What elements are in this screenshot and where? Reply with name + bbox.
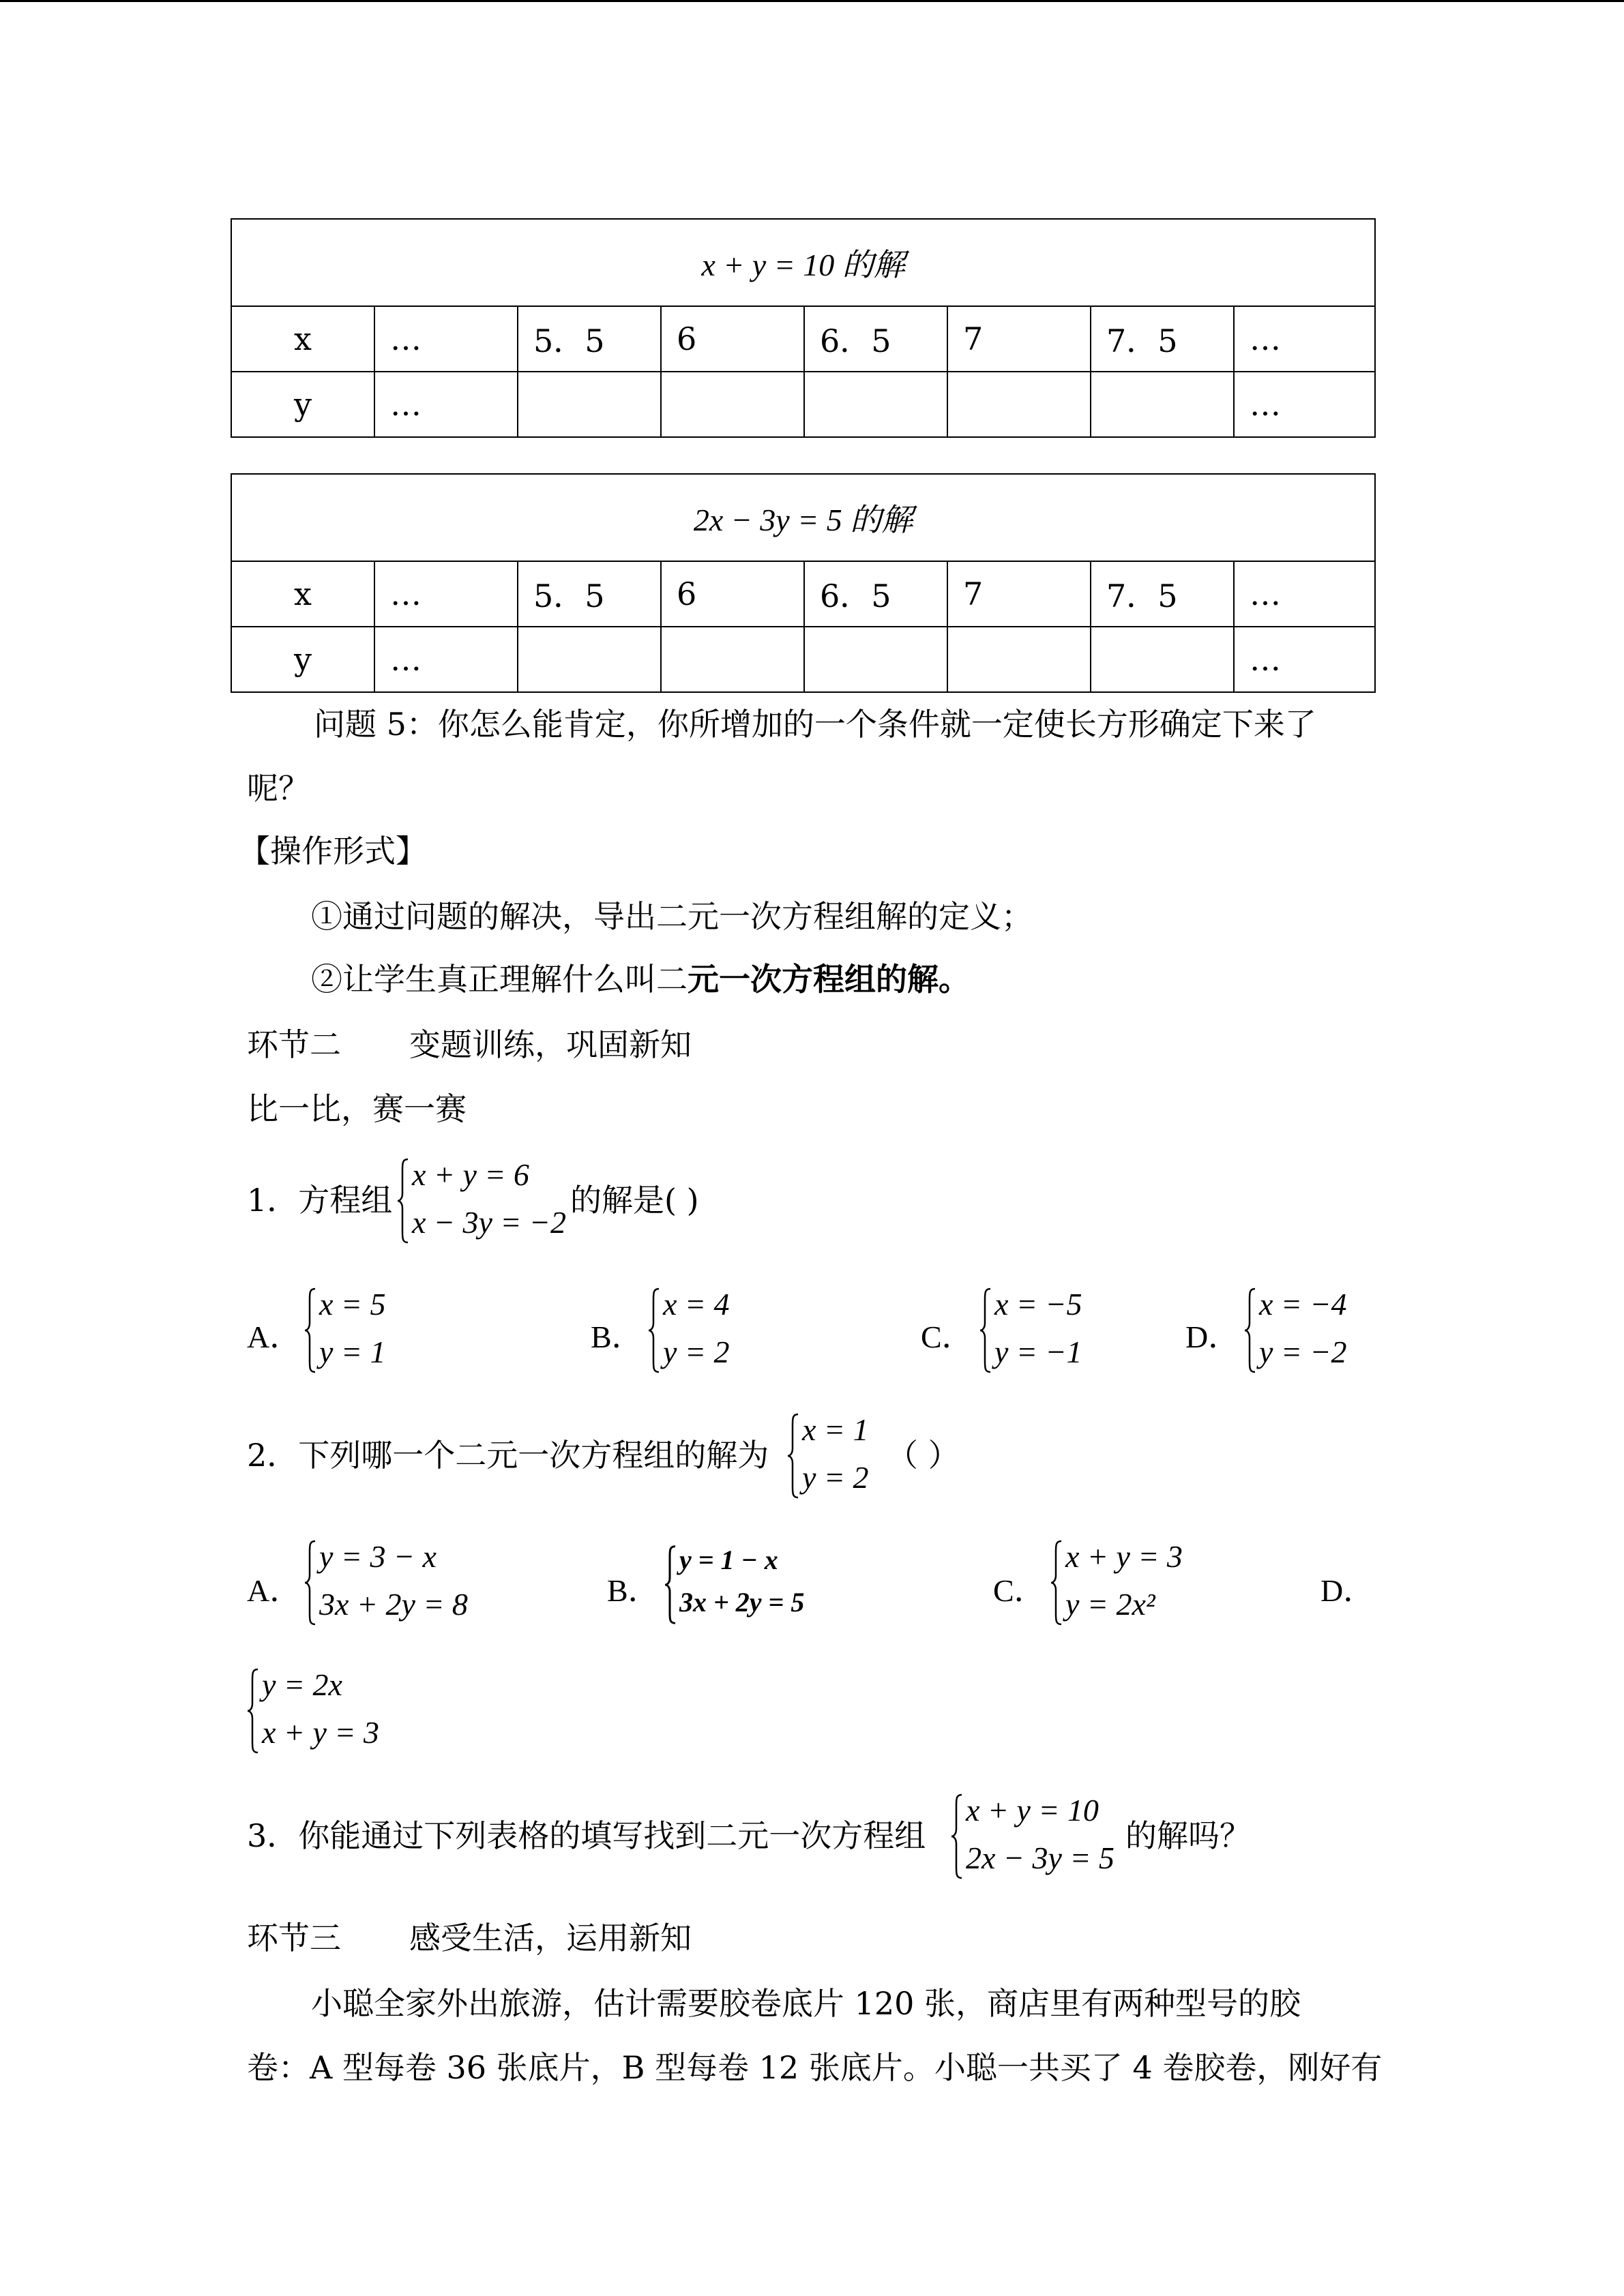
table-cell (518, 372, 661, 437)
brace-icon (247, 1667, 259, 1755)
table-cell (1091, 372, 1234, 437)
table-cell: x (231, 561, 374, 627)
equation-line: y = 2 (802, 1460, 869, 1495)
table-header: x + y = 10 的解 (231, 219, 1375, 306)
option-c-system (979, 1286, 1116, 1375)
table-cell: … (374, 627, 518, 692)
table-cell: x (231, 306, 374, 372)
equation-line: x = −5 (994, 1287, 1082, 1322)
brace-icon (1244, 1286, 1256, 1375)
equation-line: 2x − 3y = 5 (966, 1840, 1114, 1875)
equation-line: x − 3y = −2 (412, 1205, 566, 1240)
table-cell: … (1234, 306, 1375, 372)
table-cell (947, 372, 1091, 437)
table-cell: … (1234, 561, 1375, 627)
problem-2-suffix: （ ） (887, 1437, 960, 1474)
equation-line: 3x + 2y = 8 (319, 1587, 468, 1622)
brace-icon (979, 1286, 992, 1375)
section-2-subtitle: 比一比，赛一赛 (247, 1090, 467, 1127)
section-2-label: 环节二 (247, 1026, 341, 1063)
equation-line: y = 2x (262, 1667, 342, 1702)
equation-line: y = −1 (994, 1335, 1082, 1369)
brace-icon (648, 1286, 660, 1375)
problem-2-prefix: 2．下列哪一个二元一次方程组的解为 (247, 1437, 769, 1474)
equation-line: x + y = 10 (966, 1793, 1099, 1828)
table-cell: 6 (661, 306, 804, 372)
brace-icon (787, 1412, 799, 1500)
equation-line: y = −2 (1259, 1335, 1347, 1369)
table-cell (947, 627, 1091, 692)
table-cell (804, 627, 947, 692)
problem-1-system (397, 1157, 574, 1245)
equation-line: x = 4 (663, 1287, 730, 1322)
table-cell: y (231, 627, 374, 692)
story-line1: 小聪全家外出旅游，估计需要胶卷底片 120 张，商店里有两种型号的胶 (311, 1985, 1301, 2022)
brace-icon (304, 1286, 316, 1375)
option-label: A． (247, 1320, 301, 1354)
brace-icon (951, 1792, 963, 1881)
top-border (0, 0, 1624, 2)
question-5-line2: 呢？ (247, 770, 310, 807)
table-row-y (231, 372, 1375, 437)
section-2-title: 变题训练，巩固新知 (409, 1026, 692, 1063)
equation-line: y = 1 (319, 1335, 386, 1369)
option-label: D． (1185, 1320, 1240, 1354)
problem-2-system (787, 1412, 896, 1500)
option-b-system (648, 1286, 784, 1375)
question-5-line1: 问题 5：你怎么能肯定，你所增加的一个条件就一定使长方形确定下来了 (314, 706, 1316, 743)
table-cell: … (1234, 627, 1375, 692)
table-cell (1091, 627, 1234, 692)
equation-line: x = −4 (1259, 1287, 1347, 1322)
brace-icon (397, 1157, 409, 1245)
option-a-system (304, 1286, 441, 1375)
problem-1-prefix: 1．方程组 (247, 1182, 393, 1219)
table-cell (518, 627, 661, 692)
table-cell: 7 (947, 561, 1091, 627)
operation-title: 【操作形式】 (239, 833, 427, 869)
option-label: C． (993, 1573, 1046, 1608)
option-d-system (247, 1667, 411, 1755)
story-line2: 卷：A 型每卷 36 张底片，B 型每卷 12 张底片。小聪一共买了 4 卷胶卷，刚好有 (247, 2049, 1383, 2086)
operation-item-1: ①通过问题的解决，导出二元一次方程组解的定义； (311, 898, 1033, 935)
solution-table-1 (231, 218, 1376, 438)
equation-line: x = 5 (319, 1287, 386, 1322)
table-cell (804, 372, 947, 437)
problem-3-prefix: 3．你能通过下列表格的填写找到二元一次方程组 (247, 1817, 926, 1854)
table-cell: … (1234, 372, 1375, 437)
option-label: D． (1320, 1573, 1375, 1608)
table-cell: 6 (661, 561, 804, 627)
equation-line: y = 2x² (1065, 1587, 1155, 1622)
table-cell: … (374, 306, 518, 372)
equation-line: y = 3 − x (319, 1539, 437, 1574)
problem-3-suffix: 的解吗？ (1125, 1817, 1251, 1854)
solution-table-2 (231, 473, 1376, 693)
option-label: B． (607, 1573, 660, 1608)
option-c-system (1050, 1538, 1228, 1627)
table-row-x (231, 306, 1375, 372)
option-label: B． (591, 1320, 643, 1354)
table-cell: … (374, 372, 518, 437)
table-cell: 5．5 (518, 561, 661, 627)
problem-1-suffix: 的解是( ) (570, 1182, 699, 1219)
option-label: C． (921, 1320, 973, 1354)
equation-line: x = 1 (802, 1412, 869, 1447)
brace-icon (664, 1544, 677, 1626)
table-cell: 7 (947, 306, 1091, 372)
table-cell (661, 372, 804, 437)
equation-line: 3x + 2y = 5 (679, 1587, 805, 1617)
table-cell: y (231, 372, 374, 437)
equation-line: x + y = 3 (1065, 1539, 1183, 1574)
table-row-y (231, 627, 1375, 692)
table-cell (661, 627, 804, 692)
option-label: A． (247, 1573, 301, 1608)
equation-line: x + y = 6 (412, 1157, 529, 1192)
operation-item-2: ②让学生真正理解什么叫二元一次方程组的解。 (311, 961, 970, 998)
equation-line: y = 2 (663, 1335, 730, 1369)
table-cell: 7．5 (1091, 561, 1234, 627)
brace-icon (1050, 1538, 1063, 1627)
section-3-label: 环节三 (247, 1920, 341, 1956)
table-cell: 7．5 (1091, 306, 1234, 372)
table-cell: 6．5 (804, 306, 947, 372)
table-header: 2x − 3y = 5 的解 (231, 474, 1375, 561)
table-cell: … (374, 561, 518, 627)
table-cell: 5．5 (518, 306, 661, 372)
equation-line: x + y = 3 (262, 1715, 379, 1750)
option-d-system (1244, 1286, 1381, 1375)
brace-icon (304, 1538, 316, 1627)
problem-3-system (951, 1792, 1128, 1881)
option-b-system (664, 1544, 842, 1626)
table-cell: 6．5 (804, 561, 947, 627)
equation-line: y = 1 − x (679, 1545, 778, 1575)
option-a-system (304, 1538, 495, 1627)
section-3-title: 感受生活，运用新知 (409, 1920, 692, 1956)
table-row-x (231, 561, 1375, 627)
